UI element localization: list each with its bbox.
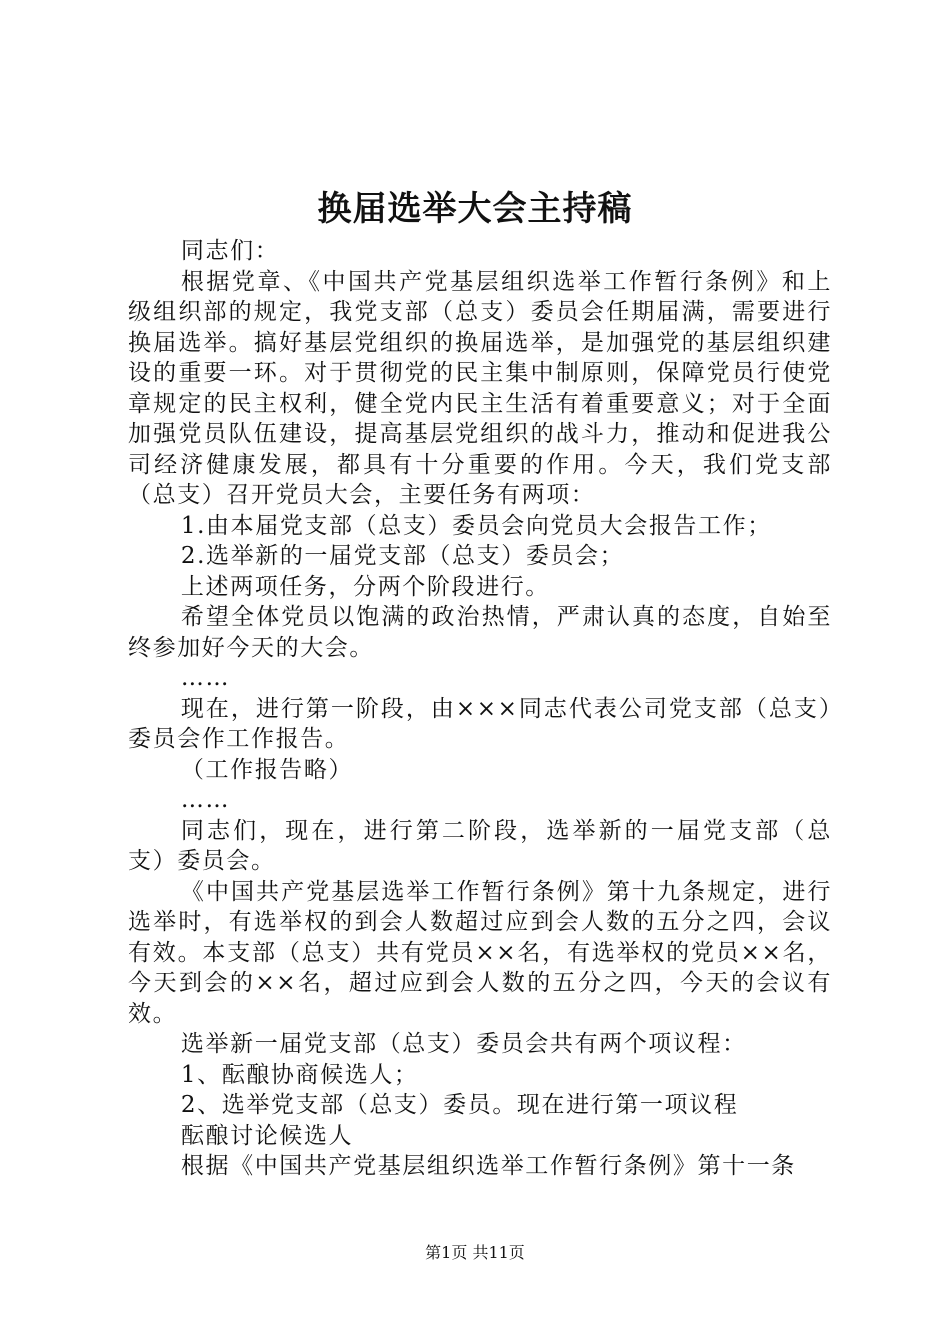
paragraph-regulation: 《中国共产党基层选举工作暂行条例》第十九条规定，进行选举时，有选举权的到会人数超过应到会人数的五分之四，会议有效。本支部（总支）共有党员××名，有选举权的党员××名，今天到会的××名，超过应到会人数的五分之四，今天的会议有效。 xyxy=(128,878,832,1027)
paragraph-agenda: 选举新一届党支部（总支）委员会共有两个项议程： xyxy=(180,1031,747,1057)
paragraph-candidate-discussion: 酝酿讨论候选人 xyxy=(180,1122,354,1149)
paragraph-task-2: 2.选举新的一届党支部（总支）委员会； xyxy=(180,543,625,569)
paragraph-stage-two: 同志们，现在，进行第二阶段，选举新的一届党支部（总支）委员会。 xyxy=(128,817,832,874)
paragraph-ellipsis-2: …… xyxy=(180,787,231,813)
paragraph-stage-one: 现在，进行第一阶段，由×××同志代表公司党支部（总支）委员会作工作报告。 xyxy=(128,695,832,752)
paragraph-salutation: 同志们： xyxy=(180,238,280,264)
page-footer: 第1页 共11页 xyxy=(425,1243,525,1262)
paragraph-agenda-item-2: 2、选举党支部（总支）委员。现在进行第一项议程 xyxy=(180,1092,739,1118)
paragraph-report-omitted: （工作报告略） xyxy=(180,756,354,783)
paragraph-two-stages: 上述两项任务，分两个阶段进行。 xyxy=(180,573,550,600)
paragraph-article-eleven: 根据《中国共产党基层组织选举工作暂行条例》第十一条 xyxy=(180,1153,796,1179)
paragraph-task-1: 1.由本届党支部（总支）委员会向党员大会报告工作； xyxy=(180,512,772,539)
paragraph-intro: 根据党章、《中国共产党基层组织选举工作暂行条例》和上级组织部的规定，我党支部（总支）委员会任期届满，需要进行换届选举。搞好基层党组织的换届选举，是加强党的基层组织建设的重要一环。对于贯彻党的民主集中制原则，保障党员行使党章规定的民主权利，健全党内民主生活有着重要意义；对于全面加强党员队伍建设，提高基层党组织的战斗力，推动和促进我公司经济健康发展，都具有十分重要的作用。今天，我们党支部（总支）召开党员大会，主要任务有两项： xyxy=(128,268,832,508)
document-body xyxy=(128,236,832,1182)
paragraph-agenda-item-1: 1、酝酿协商候选人； xyxy=(180,1061,419,1088)
paragraph-hope: 希望全体党员以饱满的政治热情，严肃认真的态度，自始至终参加好今天的大会。 xyxy=(128,604,832,661)
paragraph-ellipsis-1: …… xyxy=(180,665,231,691)
document-title: 换届选举大会主持稿 xyxy=(317,189,633,229)
